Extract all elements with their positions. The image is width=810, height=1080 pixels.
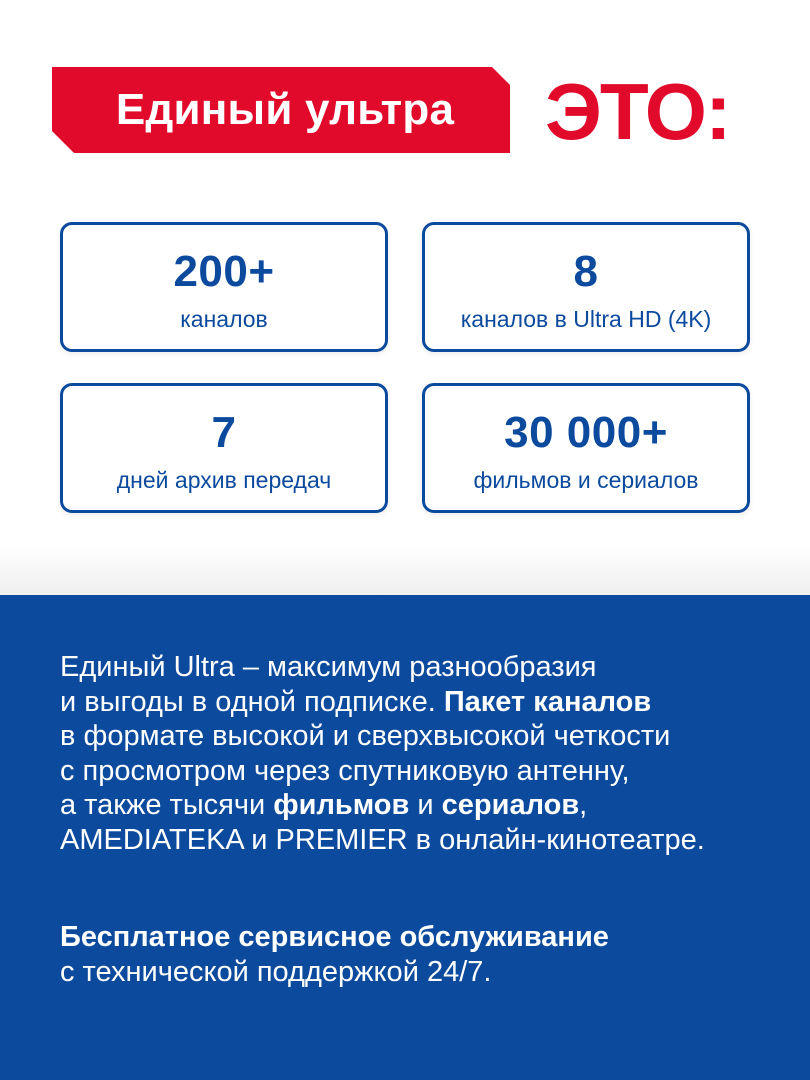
stat-label: фильмов и сериалов <box>473 467 699 493</box>
text-run: с технической поддержкой 24/7. <box>60 955 492 988</box>
support-paragraph <box>60 920 780 989</box>
text-run: AMEDIATEKA и PREMIER в онлайн-кинотеатре. <box>60 823 705 856</box>
stat-label: каналов <box>180 306 268 332</box>
stat-card-uhd-channels <box>422 222 750 352</box>
highlight-movies: фильмов <box>273 789 410 821</box>
description-paragraph <box>60 650 780 857</box>
banner-title: Единый ультра <box>115 85 455 134</box>
stat-card-movies <box>422 383 750 513</box>
headline: ЭТО: <box>545 67 730 156</box>
title-banner <box>52 67 510 153</box>
stat-value: 200+ <box>173 247 275 296</box>
support-line <box>60 955 780 990</box>
stat-value: 8 <box>573 247 599 296</box>
text-run: с просмотром через спутниковую антенну, <box>60 754 630 787</box>
stat-card-channels <box>60 222 388 352</box>
text-run: , <box>579 789 588 821</box>
text-run: и выгоды в одной подписке. <box>60 685 444 718</box>
info-panel <box>0 595 810 1080</box>
description-line <box>60 719 780 754</box>
stat-value: 7 <box>211 408 237 457</box>
section-divider-shadow <box>0 545 810 595</box>
highlight-series: сериалов <box>441 789 580 821</box>
support-line <box>60 920 780 955</box>
text-run: в формате высокой и сверхвысокой четкости <box>60 720 671 752</box>
text-run: Единый Ultra – максимум разнообразия <box>60 651 597 683</box>
highlight-free-service: Бесплатное сервисное обслуживание <box>60 921 609 953</box>
highlight-channel-package: Пакет каналов <box>443 685 652 718</box>
description-line <box>60 685 780 720</box>
description-line <box>60 650 780 685</box>
stat-card-archive-days <box>60 383 388 513</box>
text-run: а также тысячи <box>60 789 274 821</box>
description-line <box>60 788 780 823</box>
description-line <box>60 754 780 789</box>
description-line <box>60 823 780 858</box>
stat-value: 30 000+ <box>504 408 668 457</box>
text-run: и <box>409 789 442 821</box>
stat-label: каналов в Ultra HD (4K) <box>460 306 712 332</box>
stat-label: дней архив передач <box>116 467 332 493</box>
